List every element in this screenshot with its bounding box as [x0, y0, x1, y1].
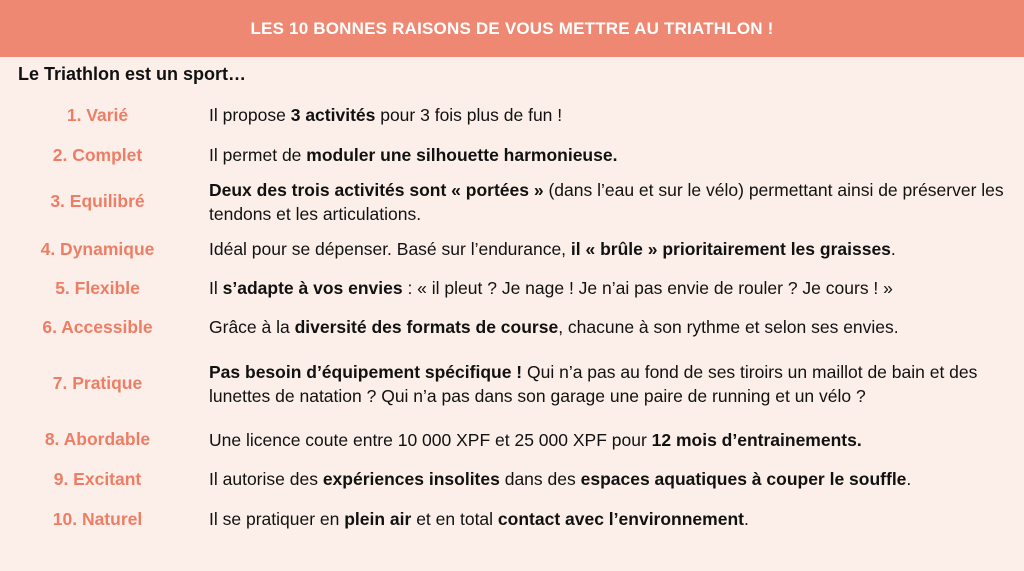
- text: Il permet de: [209, 145, 307, 165]
- reason-label: 2. Complet: [52, 144, 143, 165]
- text: Il se pratiquer en: [209, 509, 345, 529]
- reason-row: [0, 347, 1024, 420]
- text: Qui n’a pas au fond de ses tiroirs un maillot de bain et des lunettes de natation ? Qui n’a pas dans son garage une paire de running et un vélo ?: [209, 361, 978, 406]
- reason-label: 6. Accessible: [42, 316, 153, 337]
- reasons-list: [0, 94, 1024, 539]
- reason-label: 5. Flexible: [55, 277, 140, 298]
- reason-description: [195, 276, 1009, 300]
- bold-text: Pas besoin d’équipement spécifique !: [209, 361, 523, 382]
- reason-description: [195, 428, 1009, 452]
- bold-text: 12 mois d’entrainements.: [651, 429, 862, 450]
- bold-text: 3 activités: [290, 105, 376, 125]
- text: .: [906, 469, 912, 489]
- reason-description: [195, 237, 1009, 261]
- reason-label: 7. Pratique: [52, 373, 143, 393]
- reason-description: [195, 315, 1009, 339]
- reason-row: [0, 174, 1024, 229]
- reason-row: [0, 269, 1024, 307]
- reason-row: [0, 307, 1024, 347]
- reason-label: 10. Naturel: [52, 508, 143, 529]
- subtitle: Le Triathlon est un sport…: [18, 64, 247, 84]
- reason-row: [0, 229, 1024, 269]
- text: dans des: [499, 469, 581, 489]
- text: Grâce à la: [209, 317, 295, 337]
- header-banner: [0, 0, 1024, 57]
- reason-row: [0, 459, 1024, 499]
- reason-description: [195, 143, 1009, 167]
- reason-row: [0, 499, 1024, 539]
- text: .: [743, 509, 749, 529]
- reason-label: 3. Equilibré: [50, 191, 145, 211]
- reason-description: [195, 103, 1009, 127]
- bold-text: il « brûle » prioritairement les graisses: [570, 239, 891, 259]
- text: et en total: [411, 509, 498, 529]
- reason-description: [195, 360, 1009, 408]
- reason-label: 8. Abordable: [44, 429, 151, 449]
- bold-text: espaces aquatiques à couper le souffle: [580, 469, 907, 489]
- reason-label: 1. Varié: [66, 104, 129, 125]
- bold-text: expériences insolites: [322, 469, 500, 489]
- reason-label: 9. Excitant: [53, 468, 142, 489]
- bold-text: s’adapte à vos envies: [222, 278, 403, 298]
- text: : « il pleut ? Je nage ! Je n’ai pas envie de rouler ? Je cours ! »: [402, 278, 893, 298]
- bold-text: diversité des formats de course: [294, 317, 559, 337]
- page-title: LES 10 BONNES RAISONS DE VOUS METTRE AU TRIATHLON !: [250, 18, 774, 38]
- reason-description: [195, 467, 1009, 491]
- bold-text: moduler une silhouette harmonieuse.: [306, 145, 618, 165]
- reason-description: [195, 507, 1009, 531]
- text: .: [890, 239, 896, 259]
- text: Il: [209, 278, 223, 298]
- bold-text: Deux des trois activités sont « portées »: [209, 179, 544, 200]
- text: Il propose: [209, 105, 291, 125]
- bold-text: contact avec l’environnement: [497, 509, 744, 529]
- text: pour 3 fois plus de fun !: [375, 105, 563, 125]
- reason-row: [0, 94, 1024, 136]
- reason-description: [195, 178, 1009, 226]
- text: , chacune à son rythme et selon ses envies.: [558, 317, 899, 337]
- reason-row: [0, 420, 1024, 459]
- text: Idéal pour se dépenser. Basé sur l’endurance,: [209, 239, 571, 259]
- text: Il autorise des: [209, 469, 323, 489]
- text: (dans l’eau et sur le vélo) permettant ainsi de préserver les tendons et les articulations.: [209, 179, 1004, 224]
- reason-row: [0, 136, 1024, 174]
- reason-label: 4. Dynamique: [40, 238, 155, 259]
- bold-text: plein air: [344, 509, 412, 529]
- text: Une licence coute entre 10 000 XPF et 25 000 XPF pour: [209, 429, 652, 450]
